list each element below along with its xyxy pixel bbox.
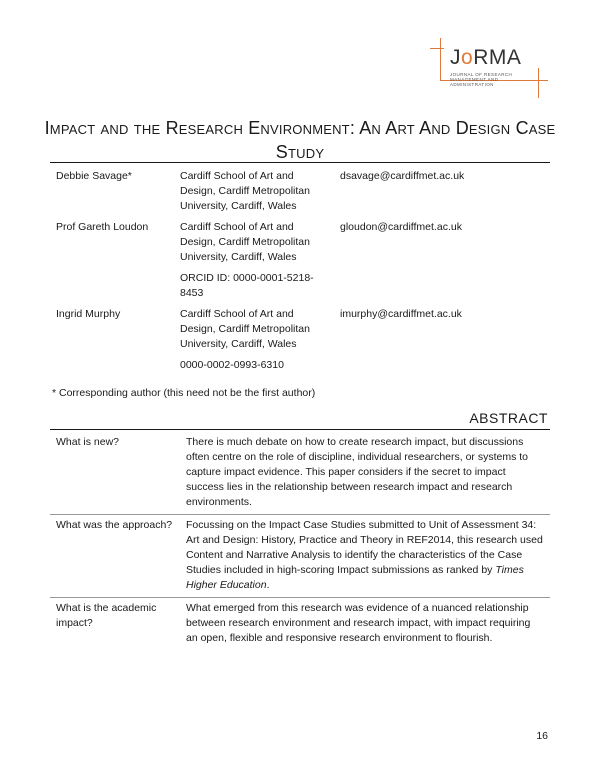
- author-email: dsavage@cardiffmet.ac.uk: [340, 170, 465, 182]
- author-name: Prof Gareth Loudon: [56, 221, 149, 233]
- author-email: imurphy@cardiffmet.ac.uk: [340, 308, 462, 320]
- page-number: 16: [536, 730, 548, 742]
- abstract-row: [50, 598, 550, 651]
- author-email: gloudon@cardiffmet.ac.uk: [340, 221, 462, 233]
- abstract-row: [50, 515, 550, 598]
- paper-title: Impact and the Research Environment: An Art And Design Case Study: [44, 118, 556, 162]
- abstract-heading: ABSTRACT: [469, 410, 548, 426]
- abstract-answer: There is much debate on how to create research impact, but discussions often centre on the role of discipline, individual researchers, or systems to capture impact evidence. This paper considers if the secret to impact success lies in the relationship between research impact and research environments.: [186, 436, 529, 508]
- corresponding-author-note: * Corresponding author (this need not be the first author): [52, 387, 316, 399]
- logo-subtitle: JOURNAL OF RESEARCH MANAGEMENT AND ADMINISTRATION: [450, 72, 513, 87]
- abstract-answer-end: .: [266, 579, 270, 591]
- logo-letters-rma: RMA: [473, 46, 522, 69]
- author-row: [50, 163, 550, 215]
- abstract-answer: What emerged from this research was evidence of a nuanced relationship between research environment and research impact, with impact requiring an open, flexible and responsive research environment to flourish.: [180, 598, 550, 651]
- abstract-divider: [50, 429, 550, 430]
- logo-letter-o: o: [461, 46, 474, 69]
- author-row: [50, 301, 550, 373]
- author-affiliation: Cardiff School of Art and Design, Cardiff Metropolitan University, Cardiff, Wales: [180, 170, 310, 212]
- logo-name: [450, 46, 521, 70]
- abstract-row: [50, 432, 550, 515]
- author-affiliation: [174, 301, 334, 373]
- logo-letter-j: J: [450, 46, 461, 69]
- author-name: Debbie Savage*: [56, 170, 132, 182]
- author-affiliation: [174, 214, 334, 301]
- abstract-question: What is new?: [56, 436, 120, 448]
- abstract-answer-text: Focussing on the Impact Case Studies submitted to Unit of Assessment 34: Art and Design: History, Practice and Theory in REF2014, this research used Content and Narrative Analysis to identify the characteristics of the Case Studies included in high-scoring Impact submissions as ranked by: [186, 519, 543, 576]
- logo-line: [430, 48, 444, 49]
- logo-line: [538, 68, 539, 98]
- abstract-answer: [180, 515, 550, 598]
- abstract-answer-italic: Times Higher Education: [186, 564, 524, 591]
- authors-table: [50, 162, 550, 373]
- author-affiliation-text: Cardiff School of Art and Design, Cardiff Metropolitan University, Cardiff, Wales: [180, 221, 310, 263]
- journal-logo: [430, 38, 548, 98]
- abstract-question: What was the approach?: [50, 515, 180, 598]
- author-name: Ingrid Murphy: [56, 308, 121, 320]
- author-affiliation-text: Cardiff School of Art and Design, Cardiff Metropolitan University, Cardiff, Wales: [180, 308, 310, 350]
- author-row: [50, 214, 550, 301]
- author-orcid: ORCID ID: 0000-0001-5218-8453: [180, 272, 314, 299]
- abstract-table: [50, 432, 550, 650]
- logo-line: [440, 38, 441, 80]
- abstract-question: What is the academic impact?: [50, 598, 180, 651]
- author-orcid: 0000-0002-0993-6310: [180, 359, 284, 371]
